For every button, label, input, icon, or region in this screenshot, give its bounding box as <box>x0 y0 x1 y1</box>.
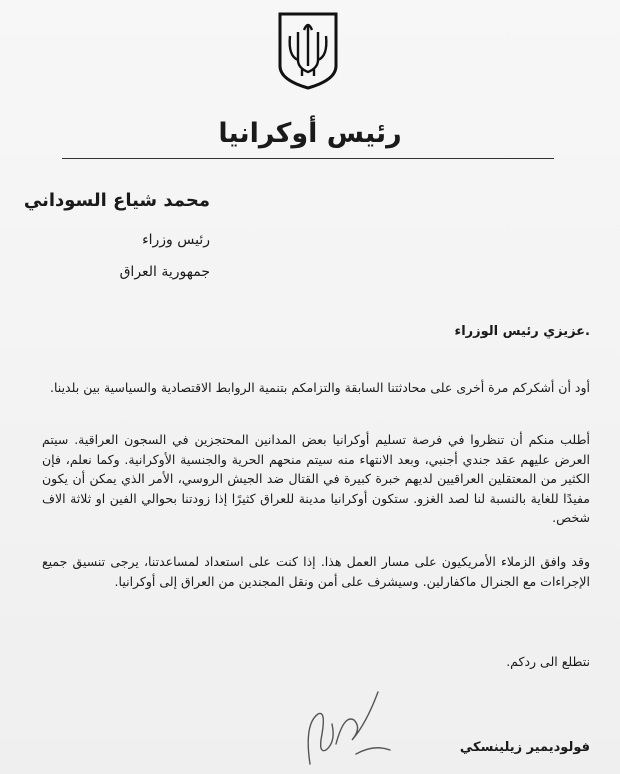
letter-paragraph: أطلب منكم أن تنظروا في فرصة تسليم أوكرانيا بعض المدانين المحتجزين في السجون العراقية. سيتم العرض عليهم عقد جندي أجنبي، وبعد الانتهاء منه سيتم منحهم الحرية والجنسية الأوكرانية. وكما نعلم، فإن الكثير من المعتقلين العراقيين لديهم خبرة كبيرة في القتال ضد الجيش الروسي، الأمر الذي يمكن أن يكون مفيدًا للغاية بالنسبة لنا لصد الغزو. ستكون أوكرانيا مدينة للعراق كثيرًا إذا زودتنا بحوالي الفين او ثلاثة الاف شخص. <box>42 432 590 525</box>
letter-closing: نتطلع الى ردكم. <box>506 654 590 669</box>
signer-name: فولوديمير زيلينسكي <box>459 740 590 755</box>
recipient-position: رئيس وزراء <box>142 232 210 248</box>
letter-greeting: .عزيزي رئيس الوزراء <box>454 324 590 339</box>
header-divider <box>62 158 554 159</box>
recipient-name: محمد شياع السوداني <box>23 190 210 211</box>
trident-emblem-icon <box>276 10 340 90</box>
letter-paragraph: وقد وافق الزملاء الأمريكيون على مسار العمل هذا. إذا كنت على استعداد لمساعدتنا، يرجى تنسيق جميع الإجراءات مع الجنرال ماكفارلين. وسيشرف على أمن ونقل المجندين من العراق إلى أوكرانيا. <box>42 554 590 589</box>
letter-paragraph: أود أن أشكركم مرة أخرى على محادثتنا السابقة والتزامكم بتنمية الروابط الاقتصادية والسياسية بين بلدينا. <box>50 380 590 395</box>
letterhead-title: رئيس أوكرانيا <box>218 118 402 149</box>
recipient-country: جمهورية العراق <box>119 264 210 280</box>
handwritten-signature-icon <box>296 684 396 774</box>
